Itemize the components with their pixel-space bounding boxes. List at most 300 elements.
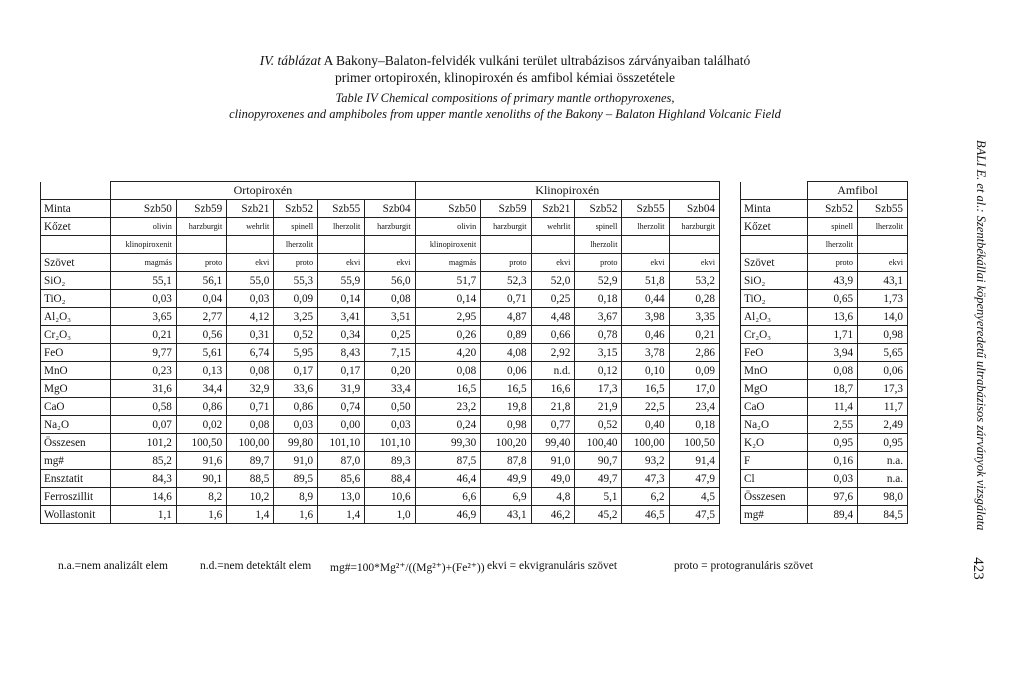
caption-label: IV. táblázat bbox=[259, 53, 321, 68]
value-cell: 0,34 bbox=[318, 326, 365, 344]
row-label: MgO bbox=[41, 380, 111, 398]
table-row bbox=[41, 326, 720, 344]
value-cell: 0,50 bbox=[365, 398, 415, 416]
sample-cell: Szb04 bbox=[365, 200, 415, 218]
row-label: SiO₂ bbox=[741, 272, 808, 290]
footnote-mg: mg#=100*Mg²⁺/((Mg²⁺)+(Fe²⁺)) bbox=[330, 562, 485, 574]
row-label-empty bbox=[41, 236, 111, 254]
value-cell: 0,03 bbox=[274, 416, 318, 434]
value-cell: 0,03 bbox=[808, 470, 858, 488]
value-cell: 3,98 bbox=[622, 308, 669, 326]
value-cell: 0,17 bbox=[274, 362, 318, 380]
value-cell: 51,8 bbox=[622, 272, 669, 290]
value-cell: 0,08 bbox=[365, 290, 415, 308]
value-cell: 100,00 bbox=[227, 434, 274, 452]
value-cell: 46,9 bbox=[415, 506, 481, 524]
row-label: mg# bbox=[41, 452, 111, 470]
value-cell: 49,7 bbox=[575, 470, 622, 488]
rock-row-2 bbox=[41, 236, 720, 254]
table-row bbox=[741, 326, 908, 344]
value-cell: 0,86 bbox=[176, 398, 226, 416]
row-label-szovet: Szövet bbox=[41, 254, 111, 272]
value-cell: 0,17 bbox=[318, 362, 365, 380]
value-cell: 98,0 bbox=[858, 488, 908, 506]
table-row bbox=[41, 398, 720, 416]
value-cell: 17,3 bbox=[575, 380, 622, 398]
row-label: TiO₂ bbox=[41, 290, 111, 308]
row-label: TiO₂ bbox=[741, 290, 808, 308]
value-cell: 13,0 bbox=[318, 488, 365, 506]
table-row bbox=[41, 380, 720, 398]
sample-cell: Szb55 bbox=[858, 200, 908, 218]
row-label: mg# bbox=[741, 506, 808, 524]
value-cell: 0,74 bbox=[318, 398, 365, 416]
value-cell: 0,03 bbox=[227, 290, 274, 308]
header-spacer bbox=[41, 182, 111, 200]
row-label: CaO bbox=[41, 398, 111, 416]
group-header-row bbox=[41, 182, 720, 200]
caption-hu-line1: A Bakony–Balaton-felvidék vulkáni terület ultrabázisos zárványaiban található bbox=[323, 53, 751, 68]
footnote-ekvi: ekvi = ekvigranuláris szövet bbox=[487, 560, 618, 572]
value-cell: 99,40 bbox=[531, 434, 575, 452]
rock-cell: klinopiroxenit bbox=[111, 236, 177, 254]
rock-cell: olivin bbox=[415, 218, 481, 236]
table-row bbox=[741, 290, 908, 308]
value-cell: 87,8 bbox=[481, 452, 531, 470]
table-row bbox=[741, 506, 908, 524]
value-cell: 14,6 bbox=[111, 488, 177, 506]
texture-cell: ekvi bbox=[318, 254, 365, 272]
texture-row bbox=[741, 254, 908, 272]
texture-cell: proto bbox=[481, 254, 531, 272]
texture-cell: ekvi bbox=[227, 254, 274, 272]
value-cell: 0,28 bbox=[669, 290, 719, 308]
value-cell: 4,48 bbox=[531, 308, 575, 326]
value-cell: 33,4 bbox=[365, 380, 415, 398]
value-cell: 43,9 bbox=[808, 272, 858, 290]
value-cell: n.a. bbox=[858, 470, 908, 488]
value-cell: 1,4 bbox=[227, 506, 274, 524]
row-label-minta: Minta bbox=[741, 200, 808, 218]
table-row bbox=[41, 272, 720, 290]
value-cell: 10,2 bbox=[227, 488, 274, 506]
value-cell: 91,4 bbox=[669, 452, 719, 470]
value-cell: 32,9 bbox=[227, 380, 274, 398]
sample-cell: Szb55 bbox=[622, 200, 669, 218]
value-cell: 16,5 bbox=[481, 380, 531, 398]
row-label: Cl bbox=[741, 470, 808, 488]
group-header-row bbox=[741, 182, 908, 200]
texture-cell: ekvi bbox=[365, 254, 415, 272]
table-row bbox=[741, 434, 908, 452]
value-cell: 21,9 bbox=[575, 398, 622, 416]
row-label-szovet: Szövet bbox=[741, 254, 808, 272]
value-cell: 0,23 bbox=[111, 362, 177, 380]
rock-cell bbox=[318, 236, 365, 254]
value-cell: 55,1 bbox=[111, 272, 177, 290]
rock-cell bbox=[669, 236, 719, 254]
value-cell: 0,71 bbox=[227, 398, 274, 416]
rock-cell: klinopiroxenit bbox=[415, 236, 481, 254]
caption-en-line2: clinopyroxenes and amphiboles from upper mantle xenoliths of the Bakony – Balaton Highland Volcanic Field bbox=[229, 107, 781, 121]
rock-row-2 bbox=[741, 236, 908, 254]
value-cell: 46,2 bbox=[531, 506, 575, 524]
value-cell: 89,5 bbox=[274, 470, 318, 488]
pyroxene-table bbox=[40, 181, 720, 524]
texture-cell: magmás bbox=[111, 254, 177, 272]
texture-cell: ekvi bbox=[858, 254, 908, 272]
value-cell: 93,2 bbox=[622, 452, 669, 470]
group-clinopyroxene: Klinopiroxén bbox=[415, 182, 719, 200]
sample-cell: Szb04 bbox=[669, 200, 719, 218]
value-cell: 1,0 bbox=[365, 506, 415, 524]
value-cell: 6,74 bbox=[227, 344, 274, 362]
value-cell: 0,21 bbox=[111, 326, 177, 344]
row-label: CaO bbox=[741, 398, 808, 416]
table-row bbox=[41, 452, 720, 470]
row-label: Na₂O bbox=[741, 416, 808, 434]
value-cell: 3,78 bbox=[622, 344, 669, 362]
page-number: 423 bbox=[969, 557, 986, 580]
texture-row bbox=[41, 254, 720, 272]
value-cell: 0,08 bbox=[808, 362, 858, 380]
value-cell: 1,4 bbox=[318, 506, 365, 524]
row-label: Cr₂O₃ bbox=[741, 326, 808, 344]
value-cell: 0,02 bbox=[176, 416, 226, 434]
value-cell: 85,6 bbox=[318, 470, 365, 488]
value-cell: 3,41 bbox=[318, 308, 365, 326]
value-cell: 22,5 bbox=[622, 398, 669, 416]
row-label: Wollastonit bbox=[41, 506, 111, 524]
value-cell: 0,06 bbox=[481, 362, 531, 380]
value-cell: 3,94 bbox=[808, 344, 858, 362]
value-cell: 7,15 bbox=[365, 344, 415, 362]
value-cell: 51,7 bbox=[415, 272, 481, 290]
value-cell: 0,00 bbox=[318, 416, 365, 434]
value-cell: 16,6 bbox=[531, 380, 575, 398]
texture-cell: ekvi bbox=[669, 254, 719, 272]
value-cell: 2,77 bbox=[176, 308, 226, 326]
value-cell: n.d. bbox=[531, 362, 575, 380]
value-cell: 0,86 bbox=[274, 398, 318, 416]
value-cell: 1,71 bbox=[808, 326, 858, 344]
value-cell: 43,1 bbox=[858, 272, 908, 290]
table-row bbox=[741, 380, 908, 398]
value-cell: 18,7 bbox=[808, 380, 858, 398]
table-row bbox=[41, 434, 720, 452]
value-cell: 16,5 bbox=[415, 380, 481, 398]
group-amphibole: Amfibol bbox=[808, 182, 908, 200]
value-cell: 0,66 bbox=[531, 326, 575, 344]
value-cell: 0,06 bbox=[858, 362, 908, 380]
caption-hu-line2: primer ortopiroxén, klinopiroxén és amfibol kémiai összetétele bbox=[334, 70, 676, 85]
value-cell: 1,6 bbox=[176, 506, 226, 524]
value-cell: 31,9 bbox=[318, 380, 365, 398]
value-cell: 0,52 bbox=[274, 326, 318, 344]
table-row bbox=[741, 470, 908, 488]
value-cell: 100,00 bbox=[622, 434, 669, 452]
value-cell: 0,04 bbox=[176, 290, 226, 308]
value-cell: 0,46 bbox=[622, 326, 669, 344]
value-cell: 5,1 bbox=[575, 488, 622, 506]
table-row bbox=[741, 416, 908, 434]
value-cell: 2,95 bbox=[415, 308, 481, 326]
value-cell: 0,08 bbox=[227, 362, 274, 380]
value-cell: 14,0 bbox=[858, 308, 908, 326]
value-cell: 0,95 bbox=[858, 434, 908, 452]
sample-cell: Szb50 bbox=[415, 200, 481, 218]
table-row bbox=[741, 344, 908, 362]
value-cell: 0,16 bbox=[808, 452, 858, 470]
rock-cell: harzburgit bbox=[176, 218, 226, 236]
value-cell: 0,89 bbox=[481, 326, 531, 344]
rock-cell bbox=[531, 236, 575, 254]
row-label: MnO bbox=[41, 362, 111, 380]
value-cell: 31,6 bbox=[111, 380, 177, 398]
sample-cell: Szb55 bbox=[318, 200, 365, 218]
value-cell: 3,25 bbox=[274, 308, 318, 326]
value-cell: 53,2 bbox=[669, 272, 719, 290]
value-cell: 0,03 bbox=[365, 416, 415, 434]
row-label: Ensztatit bbox=[41, 470, 111, 488]
value-cell: 2,92 bbox=[531, 344, 575, 362]
sample-cell: Szb21 bbox=[531, 200, 575, 218]
value-cell: 8,2 bbox=[176, 488, 226, 506]
value-cell: 55,9 bbox=[318, 272, 365, 290]
value-cell: 17,0 bbox=[669, 380, 719, 398]
caption-en-line1: Table IV Chemical compositions of primary mantle orthopyroxenes, bbox=[335, 91, 675, 105]
value-cell: 100,20 bbox=[481, 434, 531, 452]
value-cell: 85,2 bbox=[111, 452, 177, 470]
value-cell: 0,98 bbox=[481, 416, 531, 434]
value-cell: 84,3 bbox=[111, 470, 177, 488]
table-row bbox=[41, 416, 720, 434]
value-cell: 97,6 bbox=[808, 488, 858, 506]
row-label-minta: Minta bbox=[41, 200, 111, 218]
value-cell: 2,55 bbox=[808, 416, 858, 434]
rock-cell: lherzolit bbox=[318, 218, 365, 236]
value-cell: 0,03 bbox=[111, 290, 177, 308]
texture-cell: ekvi bbox=[622, 254, 669, 272]
value-cell: 46,5 bbox=[622, 506, 669, 524]
value-cell: 10,6 bbox=[365, 488, 415, 506]
sample-row bbox=[741, 200, 908, 218]
table-row bbox=[41, 308, 720, 326]
texture-cell: proto bbox=[808, 254, 858, 272]
row-label: K₂O bbox=[741, 434, 808, 452]
rock-cell: lherzolit bbox=[808, 236, 858, 254]
value-cell: 0,40 bbox=[622, 416, 669, 434]
running-head bbox=[974, 140, 994, 540]
sample-cell: Szb50 bbox=[111, 200, 177, 218]
value-cell: 0,10 bbox=[622, 362, 669, 380]
rock-cell: lherzolit bbox=[622, 218, 669, 236]
value-cell: 0,25 bbox=[531, 290, 575, 308]
value-cell: 1,73 bbox=[858, 290, 908, 308]
value-cell: 100,40 bbox=[575, 434, 622, 452]
value-cell: 47,3 bbox=[622, 470, 669, 488]
value-cell: 0,20 bbox=[365, 362, 415, 380]
value-cell: 88,5 bbox=[227, 470, 274, 488]
value-cell: 0,98 bbox=[858, 326, 908, 344]
rock-cell: lherzolit bbox=[858, 218, 908, 236]
row-label: Összesen bbox=[41, 434, 111, 452]
value-cell: 0,71 bbox=[481, 290, 531, 308]
value-cell: 11,4 bbox=[808, 398, 858, 416]
rock-cell: wehrlit bbox=[531, 218, 575, 236]
value-cell: 6,6 bbox=[415, 488, 481, 506]
value-cell: 21,8 bbox=[531, 398, 575, 416]
value-cell: 0,25 bbox=[365, 326, 415, 344]
row-label: Al₂O₃ bbox=[41, 308, 111, 326]
texture-cell: proto bbox=[274, 254, 318, 272]
value-cell: 49,9 bbox=[481, 470, 531, 488]
texture-cell: proto bbox=[575, 254, 622, 272]
rock-cell: spinell bbox=[575, 218, 622, 236]
rock-cell bbox=[622, 236, 669, 254]
value-cell: 8,9 bbox=[274, 488, 318, 506]
value-cell: 17,3 bbox=[858, 380, 908, 398]
row-label-kozet: Kőzet bbox=[741, 218, 808, 236]
value-cell: 43,1 bbox=[481, 506, 531, 524]
value-cell: 0,58 bbox=[111, 398, 177, 416]
rock-cell: harzburgit bbox=[669, 218, 719, 236]
table-row bbox=[741, 362, 908, 380]
value-cell: 0,07 bbox=[111, 416, 177, 434]
row-label: Cr₂O₃ bbox=[41, 326, 111, 344]
table-row bbox=[741, 488, 908, 506]
row-label: Ferroszillit bbox=[41, 488, 111, 506]
value-cell: 89,3 bbox=[365, 452, 415, 470]
table-row bbox=[41, 290, 720, 308]
value-cell: 0,18 bbox=[669, 416, 719, 434]
value-cell: 101,10 bbox=[318, 434, 365, 452]
row-label: Al₂O₃ bbox=[741, 308, 808, 326]
value-cell: 0,08 bbox=[227, 416, 274, 434]
group-orthopyroxene: Ortopiroxén bbox=[111, 182, 415, 200]
value-cell: 0,14 bbox=[415, 290, 481, 308]
value-cell: 52,3 bbox=[481, 272, 531, 290]
value-cell: 4,08 bbox=[481, 344, 531, 362]
value-cell: 84,5 bbox=[858, 506, 908, 524]
sample-cell: Szb52 bbox=[575, 200, 622, 218]
value-cell: 5,61 bbox=[176, 344, 226, 362]
value-cell: 5,65 bbox=[858, 344, 908, 362]
value-cell: 47,9 bbox=[669, 470, 719, 488]
value-cell: 0,18 bbox=[575, 290, 622, 308]
value-cell: 0,44 bbox=[622, 290, 669, 308]
value-cell: 0,09 bbox=[669, 362, 719, 380]
row-label: Na₂O bbox=[41, 416, 111, 434]
caption-hungarian bbox=[120, 52, 890, 86]
texture-cell: proto bbox=[176, 254, 226, 272]
rock-row-1 bbox=[741, 218, 908, 236]
value-cell: 8,43 bbox=[318, 344, 365, 362]
amphibole-table bbox=[740, 181, 908, 524]
caption-english bbox=[120, 90, 890, 122]
sample-row bbox=[41, 200, 720, 218]
sample-cell: Szb21 bbox=[227, 200, 274, 218]
table-row bbox=[41, 488, 720, 506]
footnote-proto: proto = protogranuláris szövet bbox=[674, 560, 814, 572]
rock-cell bbox=[176, 236, 226, 254]
value-cell: 99,80 bbox=[274, 434, 318, 452]
table-row bbox=[741, 272, 908, 290]
value-cell: 3,65 bbox=[111, 308, 177, 326]
row-label: Összesen bbox=[741, 488, 808, 506]
row-label: FeO bbox=[41, 344, 111, 362]
value-cell: 0,95 bbox=[808, 434, 858, 452]
value-cell: 45,2 bbox=[575, 506, 622, 524]
value-cell: 101,2 bbox=[111, 434, 177, 452]
table-row bbox=[41, 362, 720, 380]
value-cell: 0,31 bbox=[227, 326, 274, 344]
rock-cell: lherzolit bbox=[274, 236, 318, 254]
rock-cell bbox=[481, 236, 531, 254]
value-cell: 91,0 bbox=[274, 452, 318, 470]
value-cell: 46,4 bbox=[415, 470, 481, 488]
rock-cell: spinell bbox=[808, 218, 858, 236]
value-cell: 13,6 bbox=[808, 308, 858, 326]
value-cell: 4,8 bbox=[531, 488, 575, 506]
footnote-nd: n.d.=nem detektált elem bbox=[200, 560, 312, 572]
value-cell: 47,5 bbox=[669, 506, 719, 524]
value-cell: 0,65 bbox=[808, 290, 858, 308]
sample-cell: Szb52 bbox=[808, 200, 858, 218]
value-cell: 3,67 bbox=[575, 308, 622, 326]
rock-cell bbox=[365, 236, 415, 254]
value-cell: 33,6 bbox=[274, 380, 318, 398]
row-label: SiO₂ bbox=[41, 272, 111, 290]
texture-cell: ekvi bbox=[531, 254, 575, 272]
row-label: MnO bbox=[741, 362, 808, 380]
value-cell: 0,78 bbox=[575, 326, 622, 344]
table-row bbox=[741, 308, 908, 326]
value-cell: 4,5 bbox=[669, 488, 719, 506]
table-row bbox=[741, 398, 908, 416]
value-cell: 2,49 bbox=[858, 416, 908, 434]
value-cell: 0,09 bbox=[274, 290, 318, 308]
value-cell: 89,4 bbox=[808, 506, 858, 524]
sample-cell: Szb59 bbox=[176, 200, 226, 218]
value-cell: n.a. bbox=[858, 452, 908, 470]
value-cell: 0,13 bbox=[176, 362, 226, 380]
rock-cell: wehrlit bbox=[227, 218, 274, 236]
rock-cell: lherzolit bbox=[575, 236, 622, 254]
value-cell: 88,4 bbox=[365, 470, 415, 488]
value-cell: 23,4 bbox=[669, 398, 719, 416]
value-cell: 6,2 bbox=[622, 488, 669, 506]
table-row bbox=[41, 470, 720, 488]
row-label-kozet: Kőzet bbox=[41, 218, 111, 236]
row-label: F bbox=[741, 452, 808, 470]
value-cell: 0,52 bbox=[575, 416, 622, 434]
value-cell: 91,6 bbox=[176, 452, 226, 470]
value-cell: 0,77 bbox=[531, 416, 575, 434]
rock-cell: harzburgit bbox=[365, 218, 415, 236]
texture-cell: magmás bbox=[415, 254, 481, 272]
value-cell: 19,8 bbox=[481, 398, 531, 416]
value-cell: 3,35 bbox=[669, 308, 719, 326]
value-cell: 55,3 bbox=[274, 272, 318, 290]
value-cell: 4,12 bbox=[227, 308, 274, 326]
sample-cell: Szb59 bbox=[481, 200, 531, 218]
value-cell: 87,0 bbox=[318, 452, 365, 470]
value-cell: 4,87 bbox=[481, 308, 531, 326]
header-spacer bbox=[741, 182, 808, 200]
table-row bbox=[41, 344, 720, 362]
value-cell: 52,9 bbox=[575, 272, 622, 290]
